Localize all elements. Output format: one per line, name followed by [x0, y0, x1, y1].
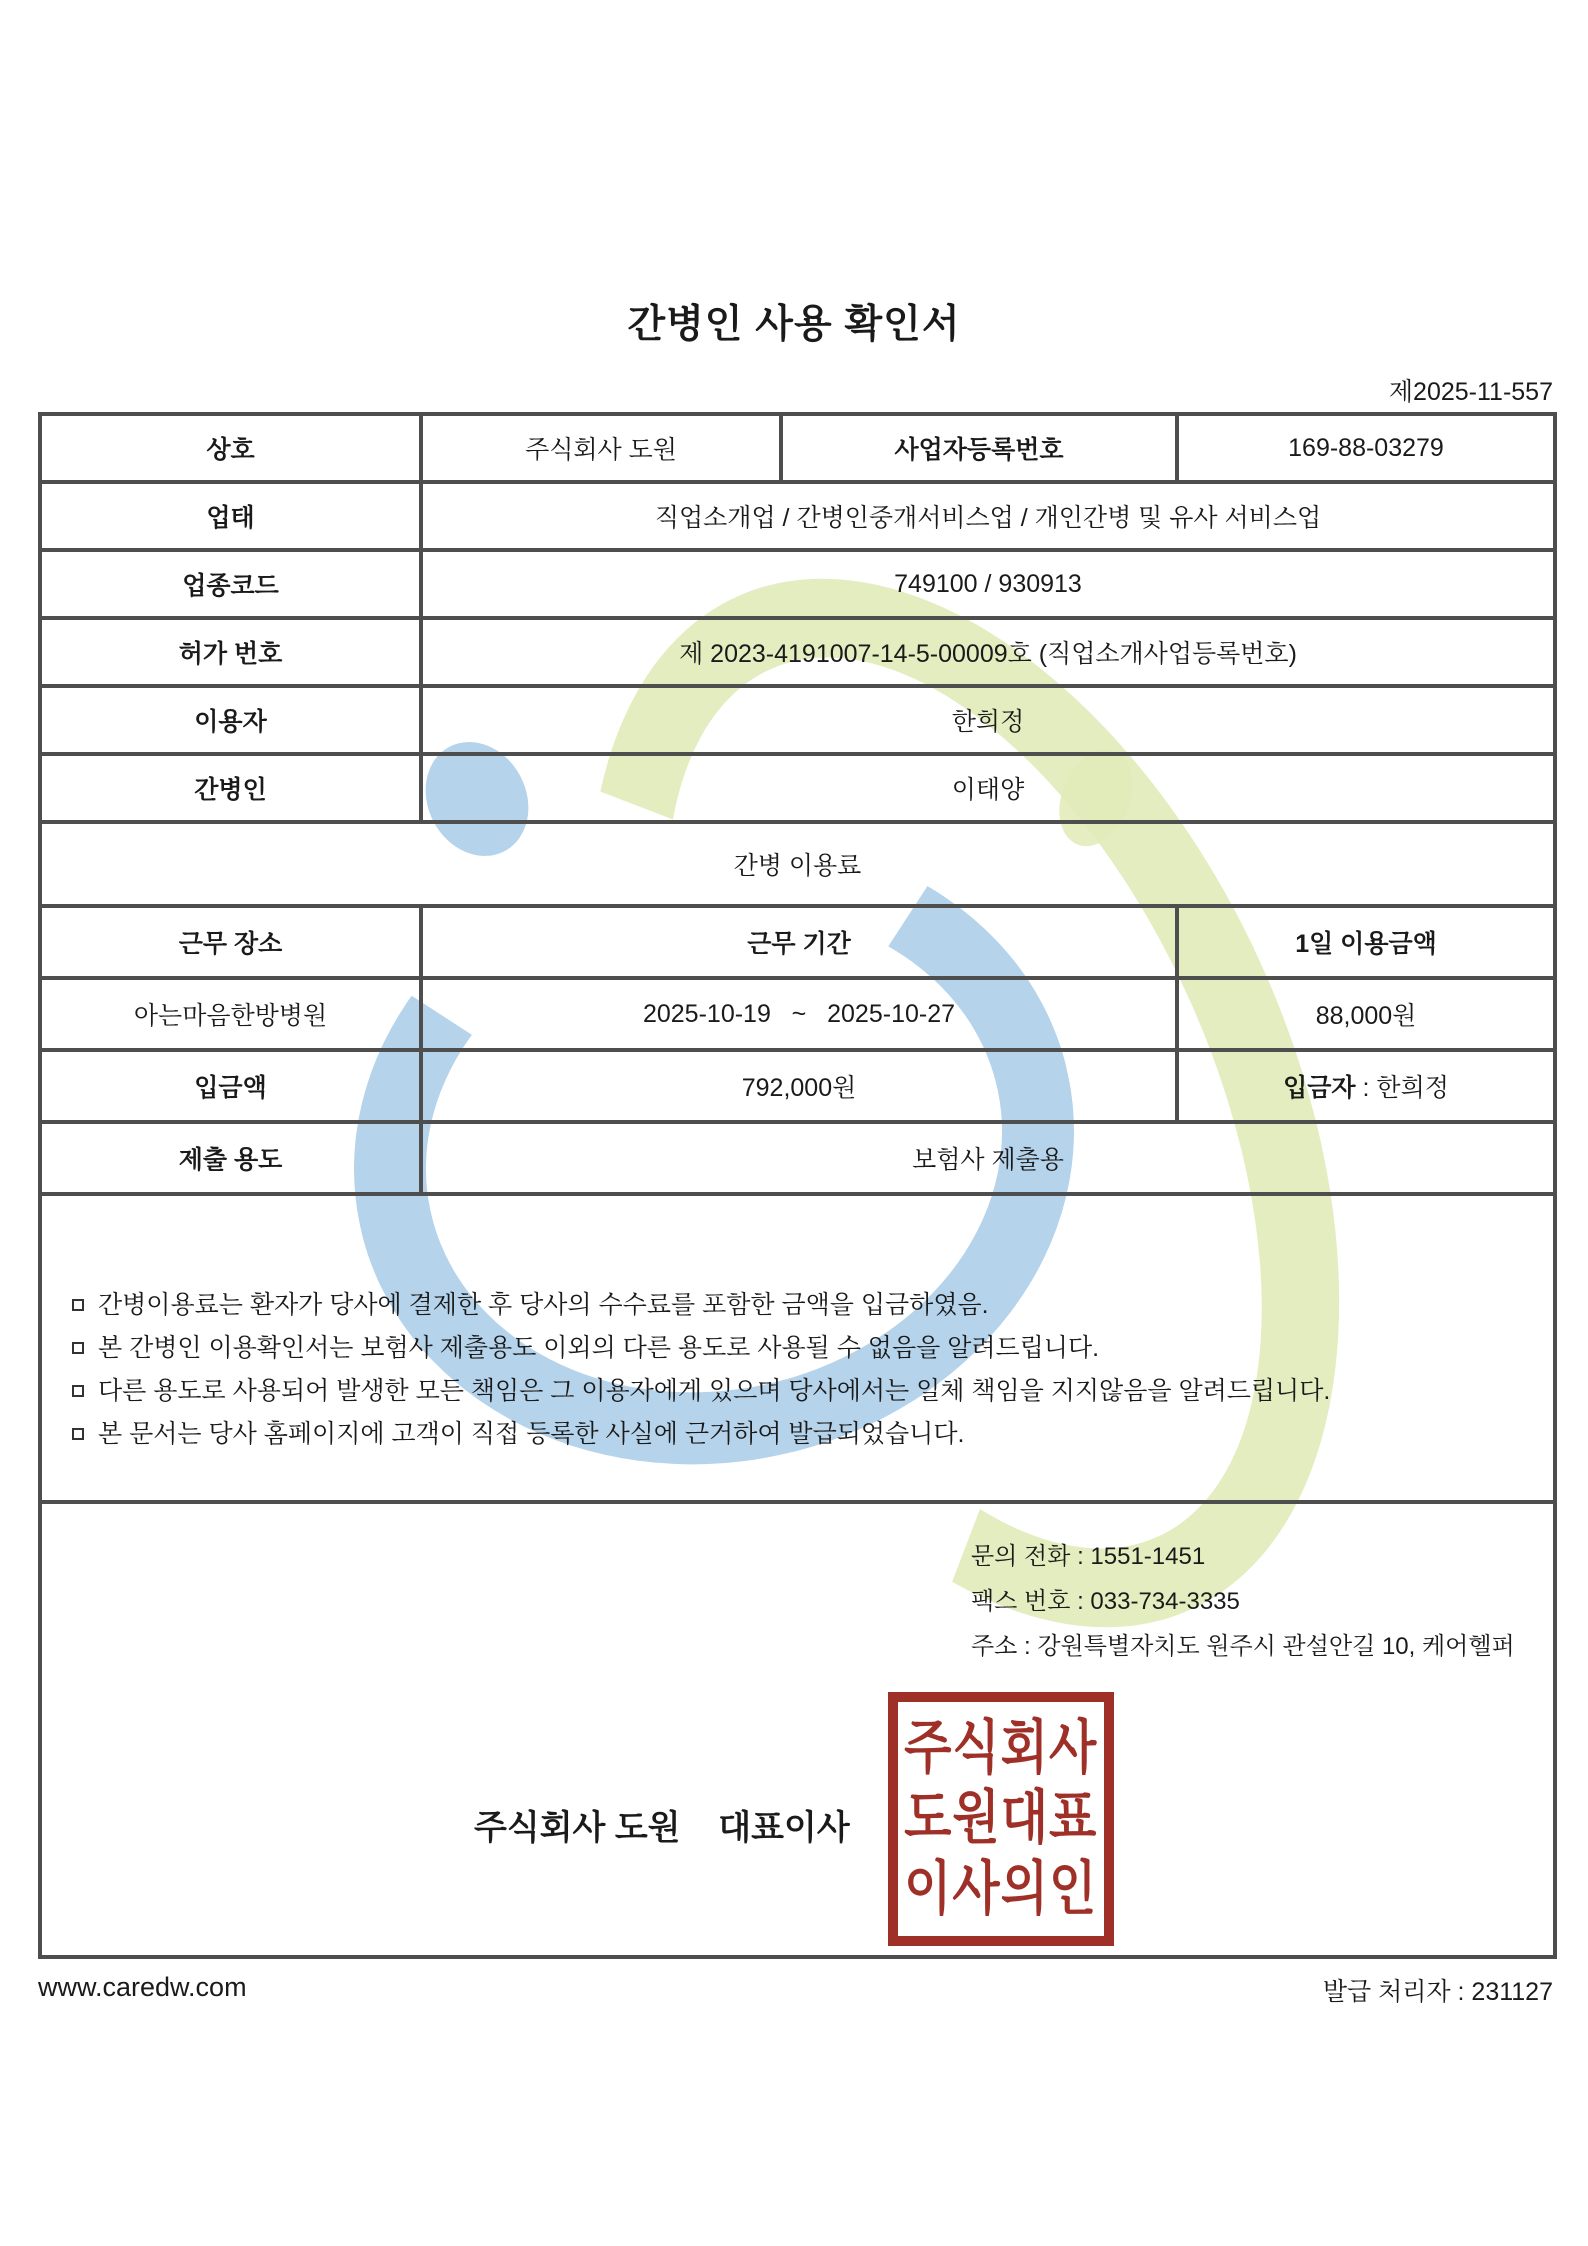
signature-cell [40, 1502, 1555, 1957]
permit-number-label: 허가 번호 [40, 618, 421, 686]
square-bullet-icon [72, 1428, 84, 1440]
note-item [72, 1335, 1533, 1361]
company-name-value: 주식회사 도원 [421, 414, 781, 482]
square-bullet-icon [72, 1385, 84, 1397]
note-text: 본 간병인 이용확인서는 보험사 제출용도 이외의 다른 용도로 사용될 수 없음을 알려드립니다. [98, 1334, 1100, 1362]
industry-code-value: 749100 / 930913 [421, 550, 1555, 618]
table-row [40, 414, 1555, 482]
notes-row [40, 1194, 1555, 1502]
document-number: 제2025-11-557 [1388, 378, 1553, 406]
seal-text-line: 도원대표 [904, 1786, 1098, 1851]
depositor-cell [1177, 1050, 1555, 1122]
contact-info [971, 1534, 1515, 1669]
contact-phone: 문의 전화 : 1551-1451 [971, 1543, 1206, 1570]
depositor-label: 입금자 [1283, 1074, 1356, 1102]
contact-fax: 팩스 번호 : 033-734-3335 [971, 1588, 1240, 1615]
square-bullet-icon [72, 1299, 84, 1311]
permit-number-value: 제 2023-4191007-14-5-00009호 (직업소개사업등록번호) [421, 618, 1555, 686]
purpose-row [40, 1122, 1555, 1194]
daily-fee-label: 1일 이용금액 [1177, 906, 1555, 978]
caregiver-value: 이태양 [421, 754, 1555, 822]
notes-list [42, 1196, 1553, 1447]
table-row [40, 618, 1555, 686]
business-type-value: 직업소개업 / 간병인중개서비스업 / 개인간병 및 유사 서비스업 [421, 482, 1555, 550]
signature-line: 주식회사 도원 대표이사 [474, 1809, 850, 1847]
note-item [72, 1292, 1533, 1318]
company-name-label: 상호 [40, 414, 421, 482]
purpose-value: 보험사 제출용 [421, 1122, 1555, 1194]
industry-code-label: 업종코드 [40, 550, 421, 618]
work-period-label: 근무 기간 [421, 906, 1177, 978]
user-label: 이용자 [40, 686, 421, 754]
note-text: 본 문서는 당사 홈페이지에 고객이 직접 등록한 사실에 근거하여 발급되었습니다. [98, 1420, 965, 1448]
work-place-value: 아는마음한방병원 [40, 978, 421, 1050]
table-row [40, 482, 1555, 550]
depositor-value: : 한희정 [1355, 1074, 1449, 1102]
table-row [40, 550, 1555, 618]
note-text: 다른 용도로 사용되어 발생한 모든 책임은 그 이용자에게 있으며 당사에서는 일체 책임을 지지않음을 알려드립니다. [98, 1377, 1331, 1405]
contact-address: 주소 : 강원특별자치도 원주시 관설안길 10, 케어헬퍼 [971, 1633, 1515, 1660]
fee-data-row [40, 978, 1555, 1050]
seal-text-line: 주식회사 [904, 1715, 1098, 1781]
confirmation-table [38, 412, 1557, 1959]
section-header-row [40, 822, 1555, 906]
work-place-label: 근무 장소 [40, 906, 421, 978]
user-value: 한희정 [421, 686, 1555, 754]
biz-no-value: 169-88-03279 [1177, 414, 1555, 482]
table-row [40, 686, 1555, 754]
notes-cell [40, 1194, 1555, 1502]
fee-header-row [40, 906, 1555, 978]
note-item [72, 1378, 1533, 1404]
footer-issuer: 발급 처리자 : 231127 [1322, 1978, 1553, 2006]
note-item [72, 1421, 1533, 1447]
caregiver-label: 간병인 [40, 754, 421, 822]
deposit-row [40, 1050, 1555, 1122]
work-period-value: 2025-10-19 ~ 2025-10-27 [421, 978, 1177, 1050]
page-title: 간병인 사용 확인서 [627, 303, 961, 346]
purpose-label: 제출 용도 [40, 1122, 421, 1194]
deposit-label: 입금액 [40, 1050, 421, 1122]
square-bullet-icon [72, 1342, 84, 1354]
biz-no-label: 사업자등록번호 [781, 414, 1177, 482]
fee-section-title: 간병 이용료 [40, 822, 1555, 906]
daily-fee-value: 88,000원 [1177, 978, 1555, 1050]
business-type-label: 업태 [40, 482, 421, 550]
corporate-seal-stamp [888, 1692, 1114, 1946]
table-row [40, 754, 1555, 822]
deposit-value: 792,000원 [421, 1050, 1177, 1122]
seal-text-line: 이사의인 [904, 1856, 1098, 1922]
footer-website: www.caredw.com [38, 1972, 247, 2002]
note-text: 간병이용료는 환자가 당사에 결제한 후 당사의 수수료를 포함한 금액을 입금하였음. [98, 1291, 989, 1319]
signature-row [40, 1502, 1555, 1957]
